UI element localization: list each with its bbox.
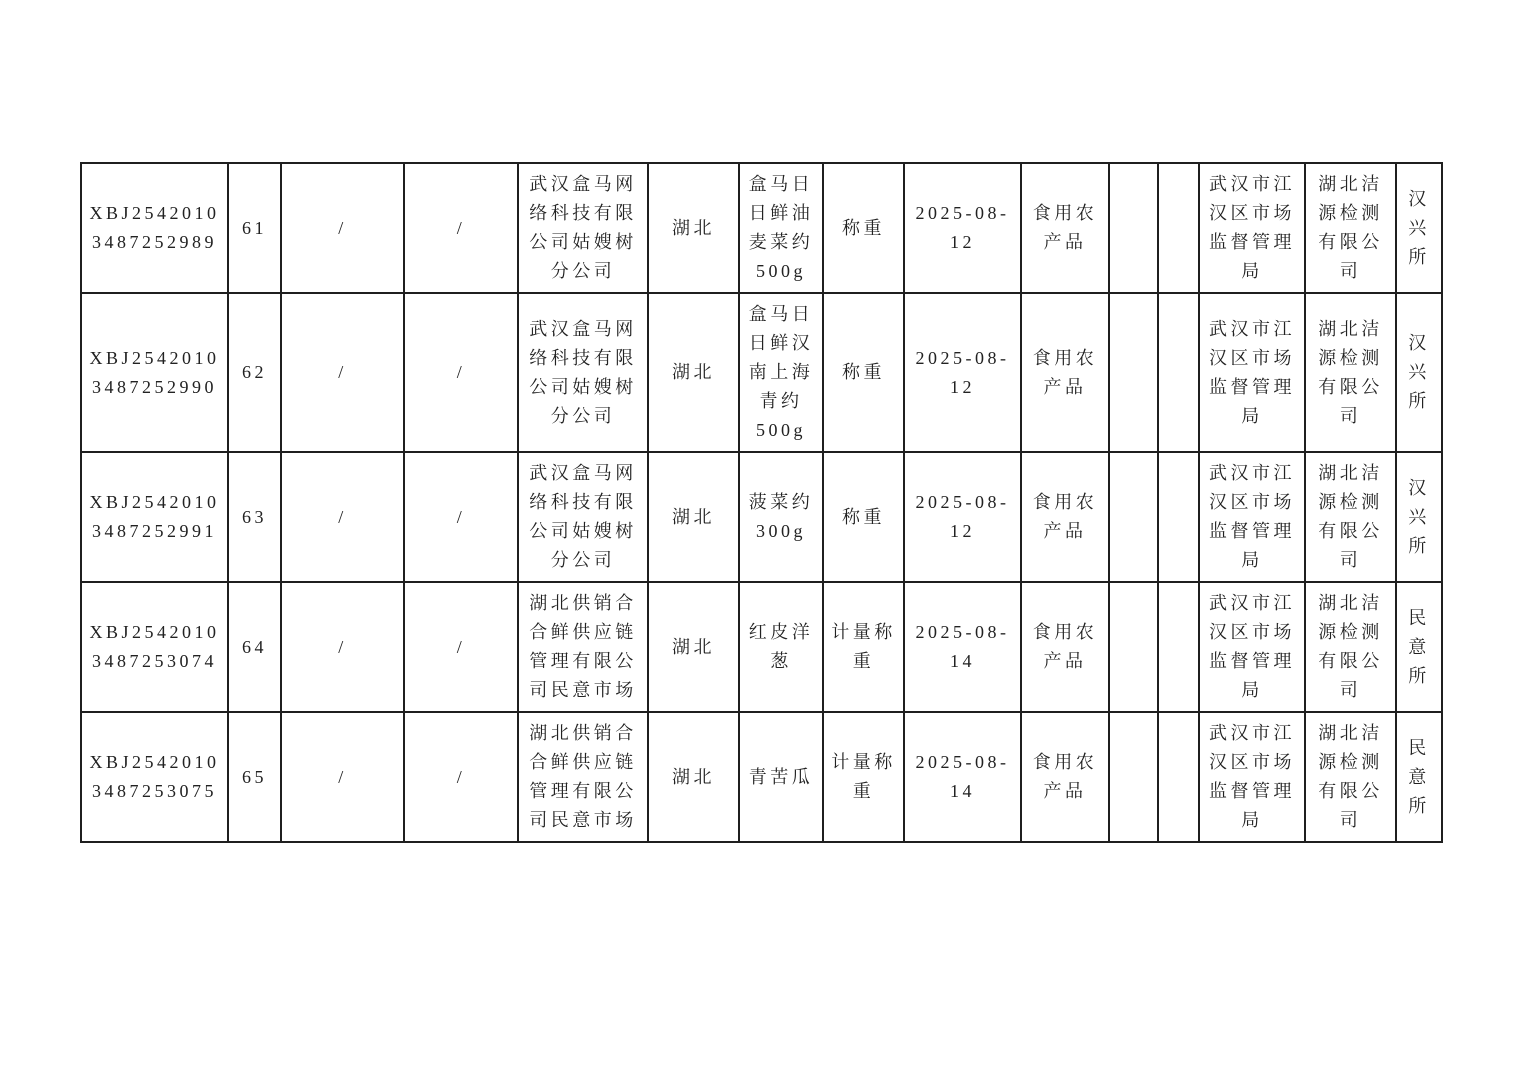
cell-province: 湖北 [648,293,739,452]
cell-testing-agency: 湖北洁源检测有限公司 [1305,712,1396,842]
cell-sample-id: XBJ25420103487253074 [81,582,228,712]
cell-testing-agency: 湖北洁源检测有限公司 [1305,163,1396,293]
cell-row-number: 62 [228,293,281,452]
cell-slash-field-1: / [281,293,404,452]
cell-row-number: 61 [228,163,281,293]
cell-regulator: 武汉市江汉区市场监督管理局 [1199,293,1305,452]
table-row [81,452,1442,582]
cell-product-category: 食用农产品 [1021,712,1109,842]
cell-product-name: 菠菜约300g [739,452,823,582]
table-row [81,712,1442,842]
table-row [81,582,1442,712]
table-row [81,293,1442,452]
cell-sampling-date: 2025-08-14 [904,712,1021,842]
cell-slash-field-2: / [404,712,518,842]
cell-sample-id: XBJ25420103487252990 [81,293,228,452]
cell-testing-agency: 湖北洁源检测有限公司 [1305,452,1396,582]
cell-product-category: 食用农产品 [1021,452,1109,582]
cell-testing-agency: 湖北洁源检测有限公司 [1305,582,1396,712]
cell-weighing-method: 称重 [823,452,904,582]
cell-empty-field-2 [1158,163,1199,293]
cell-slash-field-2: / [404,582,518,712]
cell-sample-id: XBJ25420103487253075 [81,712,228,842]
cell-slash-field-2: / [404,452,518,582]
cell-product-name: 红皮洋葱 [739,582,823,712]
cell-row-number: 64 [228,582,281,712]
cell-empty-field-1 [1109,452,1158,582]
cell-product-category: 食用农产品 [1021,582,1109,712]
cell-province: 湖北 [648,712,739,842]
cell-sampled-company: 武汉盒马网络科技有限公司姑嫂树分公司 [518,452,648,582]
cell-sampling-date: 2025-08-12 [904,293,1021,452]
cell-weighing-method: 称重 [823,293,904,452]
cell-slash-field-1: / [281,163,404,293]
cell-slash-field-2: / [404,293,518,452]
cell-empty-field-1 [1109,582,1158,712]
cell-sampled-company: 湖北供销合合鲜供应链管理有限公司民意市场 [518,582,648,712]
cell-office: 汉兴所 [1396,163,1442,293]
cell-sampled-company: 武汉盒马网络科技有限公司姑嫂树分公司 [518,293,648,452]
cell-province: 湖北 [648,452,739,582]
cell-slash-field-2: / [404,163,518,293]
cell-slash-field-1: / [281,452,404,582]
cell-office: 汉兴所 [1396,452,1442,582]
cell-sample-id: XBJ25420103487252991 [81,452,228,582]
cell-sample-id: XBJ25420103487252989 [81,163,228,293]
sampling-records-table [80,162,1443,843]
cell-regulator: 武汉市江汉区市场监督管理局 [1199,712,1305,842]
cell-testing-agency: 湖北洁源检测有限公司 [1305,293,1396,452]
cell-regulator: 武汉市江汉区市场监督管理局 [1199,582,1305,712]
cell-sampled-company: 湖北供销合合鲜供应链管理有限公司民意市场 [518,712,648,842]
cell-empty-field-1 [1109,163,1158,293]
cell-empty-field-2 [1158,582,1199,712]
cell-province: 湖北 [648,582,739,712]
cell-regulator: 武汉市江汉区市场监督管理局 [1199,452,1305,582]
table-row [81,163,1442,293]
cell-product-category: 食用农产品 [1021,293,1109,452]
cell-office: 民意所 [1396,712,1442,842]
cell-product-category: 食用农产品 [1021,163,1109,293]
cell-product-name: 青苦瓜 [739,712,823,842]
cell-row-number: 65 [228,712,281,842]
cell-province: 湖北 [648,163,739,293]
cell-weighing-method: 计量称重 [823,582,904,712]
cell-slash-field-1: / [281,582,404,712]
cell-office: 汉兴所 [1396,293,1442,452]
cell-slash-field-1: / [281,712,404,842]
cell-regulator: 武汉市江汉区市场监督管理局 [1199,163,1305,293]
cell-empty-field-2 [1158,712,1199,842]
cell-sampled-company: 武汉盒马网络科技有限公司姑嫂树分公司 [518,163,648,293]
cell-sampling-date: 2025-08-12 [904,163,1021,293]
cell-product-name: 盒马日日鲜油麦菜约500g [739,163,823,293]
cell-sampling-date: 2025-08-14 [904,582,1021,712]
cell-empty-field-1 [1109,712,1158,842]
cell-empty-field-1 [1109,293,1158,452]
cell-row-number: 63 [228,452,281,582]
cell-office: 民意所 [1396,582,1442,712]
cell-weighing-method: 称重 [823,163,904,293]
cell-empty-field-2 [1158,452,1199,582]
cell-weighing-method: 计量称重 [823,712,904,842]
cell-product-name: 盒马日日鲜汉南上海青约500g [739,293,823,452]
cell-sampling-date: 2025-08-12 [904,452,1021,582]
table-body [81,163,1442,842]
cell-empty-field-2 [1158,293,1199,452]
